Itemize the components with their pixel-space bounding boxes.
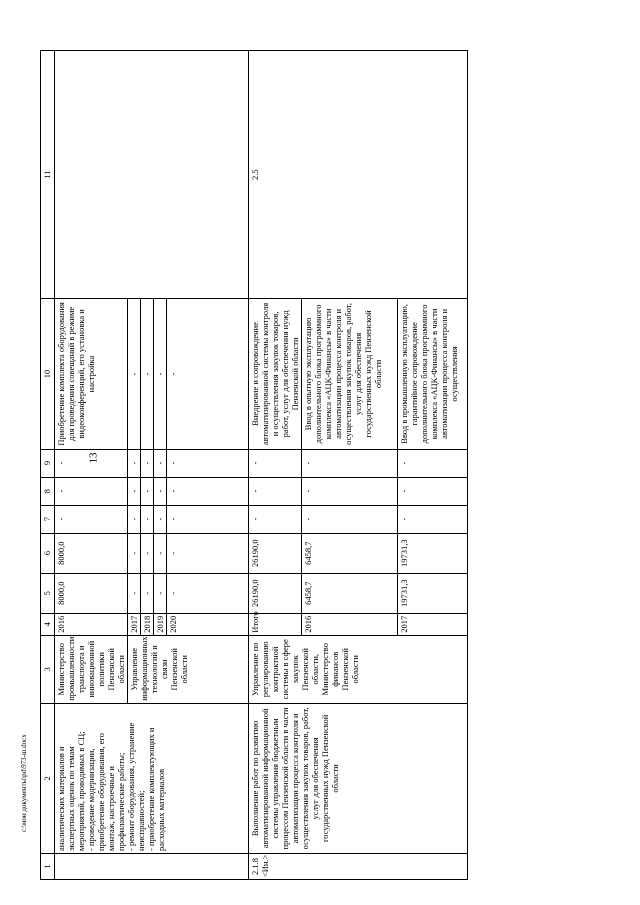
header-row bbox=[41, 51, 55, 880]
value-cell: - bbox=[128, 505, 141, 533]
value-cell: - bbox=[249, 505, 302, 533]
result-cell: Ввод в опытную эксплуатацию дополнительного блока программного комплекса «АЦК-Финансы» в части автоматизации процесса контроля и осуществления закупок товаров, работ, услуг для обеспечения государственных нужд Пензенской области bbox=[302, 299, 398, 449]
value-cell: - bbox=[141, 505, 154, 533]
executor-cell: Министерство промышленности, транспорта и инновационной политики Пензенской области bbox=[55, 635, 128, 703]
value-cell: 19731,3 bbox=[398, 533, 468, 573]
value-cell: 6458,7 bbox=[302, 573, 398, 613]
value-cell: 26190,0 bbox=[249, 533, 302, 573]
value-cell: - bbox=[398, 449, 468, 477]
executor-cell: Управление информационных технологий и связи Пензенской области bbox=[128, 635, 249, 703]
value-cell: - bbox=[128, 477, 141, 505]
col-header-9: 9 bbox=[41, 449, 55, 477]
indicator-cell: 2.5 bbox=[249, 51, 468, 299]
value-cell: - bbox=[55, 477, 128, 505]
value-cell: - bbox=[167, 533, 249, 573]
col-header-8: 8 bbox=[41, 477, 55, 505]
value-cell: - bbox=[167, 477, 249, 505]
result-cell: - bbox=[141, 299, 154, 449]
result-cell: Внедрение и сопровождение автоматизированной системы контроля и осуществления закупок товаров, работ, услуг для обеспечения нужд Пензенской области bbox=[249, 299, 302, 449]
value-cell: - bbox=[167, 449, 249, 477]
value-cell: - bbox=[128, 533, 141, 573]
year-cell: 2020 bbox=[167, 613, 249, 635]
program-activities-table bbox=[40, 50, 468, 880]
value-cell: - bbox=[154, 573, 167, 613]
value-cell: - bbox=[141, 449, 154, 477]
rotated-page-content bbox=[40, 30, 600, 880]
year-cell: 2018 bbox=[141, 613, 154, 635]
value-cell: - bbox=[154, 477, 167, 505]
col-header-10: 10 bbox=[41, 299, 55, 449]
col-header-11: 11 bbox=[41, 51, 55, 299]
result-cell: - bbox=[167, 299, 249, 449]
result-cell: Ввод в промышленную эксплуатацию, гарантийное сопровождение дополнительного блока программного комплекса «АЦК-Финансы» в части автоматизации процесса контроля и осуществления bbox=[398, 299, 468, 449]
value-cell: 26190,0 bbox=[249, 573, 302, 613]
col-header-3: 3 bbox=[41, 635, 55, 703]
value-cell: - bbox=[154, 449, 167, 477]
value-cell: - bbox=[302, 477, 398, 505]
footer-file-path: c:\мои документы\pd\973-ш.docx bbox=[20, 734, 28, 832]
indicator-cell bbox=[55, 51, 249, 299]
year-cell: 2019 bbox=[154, 613, 167, 635]
value-cell: - bbox=[141, 533, 154, 573]
value-cell: - bbox=[154, 505, 167, 533]
col-header-4: 4 bbox=[41, 613, 55, 635]
table-row bbox=[55, 51, 128, 880]
value-cell: - bbox=[302, 449, 398, 477]
activity-number-cell: 2.1.8 <Ин.> bbox=[249, 853, 468, 879]
value-cell: - bbox=[249, 449, 302, 477]
year-cell: 2017 bbox=[398, 613, 468, 635]
value-cell: 8000,0 bbox=[55, 533, 128, 573]
page-number: 13 bbox=[87, 452, 100, 464]
value-cell: 19731,3 bbox=[398, 573, 468, 613]
value-cell: 6458,7 bbox=[302, 533, 398, 573]
result-cell: Приобретение комплекта оборудования для проведения совещаний в режиме видеоконференций, его установка и настройка bbox=[55, 299, 128, 449]
result-cell: - bbox=[128, 299, 141, 449]
col-header-2: 2 bbox=[41, 703, 55, 853]
col-header-6: 6 bbox=[41, 533, 55, 573]
col-header-5: 5 bbox=[41, 573, 55, 613]
value-cell: - bbox=[249, 477, 302, 505]
col-header-1: 1 bbox=[41, 853, 55, 879]
executor-cell: Управление по регулированию контрактной системы в сфере закупок Пензенской области, Министерство финансов Пензенской области bbox=[249, 635, 468, 703]
table-row bbox=[249, 51, 302, 880]
value-cell: - bbox=[55, 449, 128, 477]
value-cell: - bbox=[55, 505, 128, 533]
activity-description: Выполнение работ по развитию автоматизированной информационной системы управления бюджетным процессом Пензенской области в части автоматизации процесса контроля и осуществления закупок товаров, работ, услуг для обеспечения государственных нужд Пензенской области bbox=[249, 703, 468, 853]
value-cell: - bbox=[167, 573, 249, 613]
value-cell: - bbox=[141, 477, 154, 505]
value-cell: - bbox=[141, 573, 154, 613]
year-cell: 2016 bbox=[302, 613, 398, 635]
value-cell: - bbox=[302, 505, 398, 533]
value-cell: - bbox=[167, 505, 249, 533]
value-cell: - bbox=[128, 573, 141, 613]
result-cell: - bbox=[154, 299, 167, 449]
value-cell: - bbox=[128, 449, 141, 477]
year-cell: 2016 bbox=[55, 613, 128, 635]
value-cell: - bbox=[398, 477, 468, 505]
value-cell: - bbox=[154, 533, 167, 573]
value-cell: 8000,0 bbox=[55, 573, 128, 613]
activity-number-cell bbox=[55, 853, 249, 879]
col-header-7: 7 bbox=[41, 505, 55, 533]
value-cell: - bbox=[398, 505, 468, 533]
activity-description: аналитических материалов и экспертных оценок по темам мероприятий, проводимых в СЦ; - проведение модернизации, приобретение оборудования, его монтаж, настроечные и профилактические работы; - ремонт оборудования, устранение неисправностей; - приобретение комплектующих и расходных материалов bbox=[55, 703, 249, 853]
year-cell: 2017 bbox=[128, 613, 141, 635]
year-cell: Итого bbox=[249, 613, 302, 635]
